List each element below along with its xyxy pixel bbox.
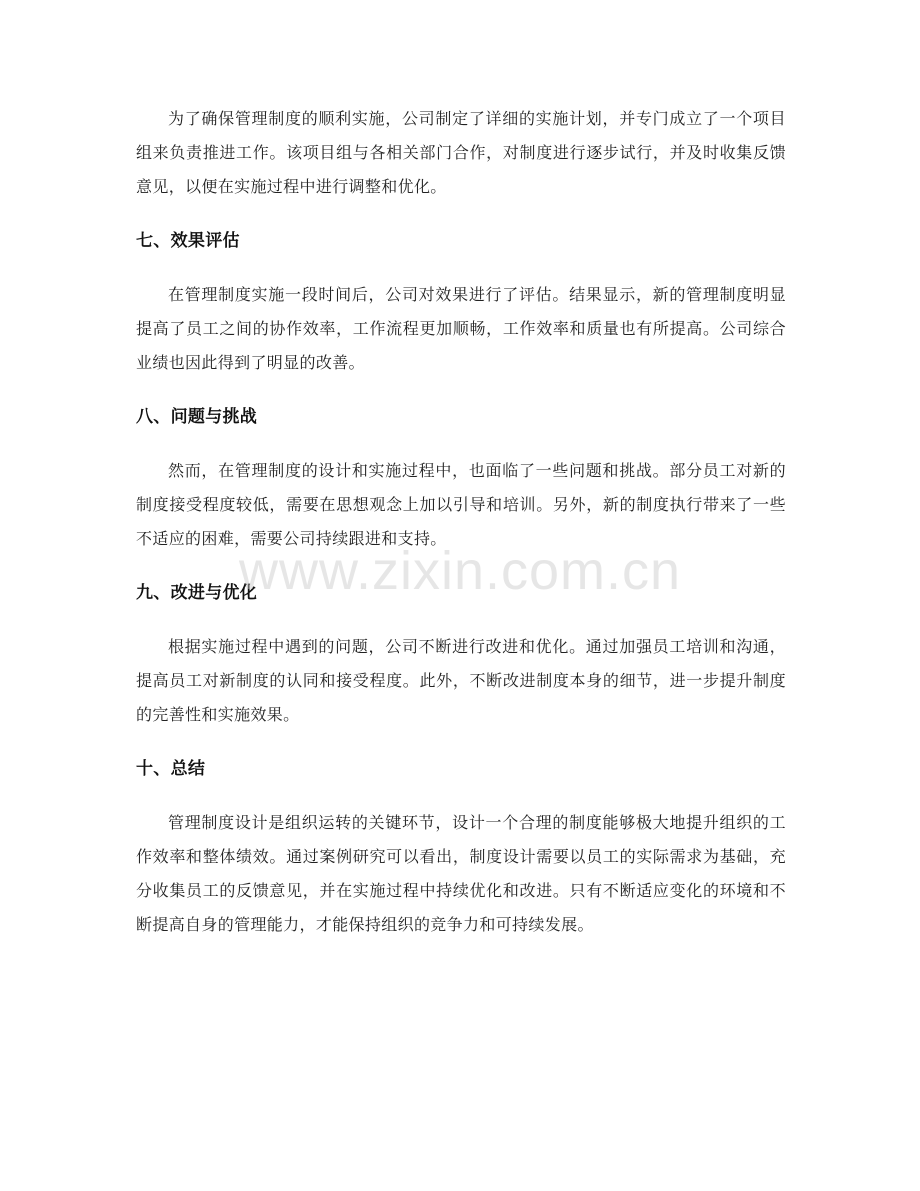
spacer bbox=[136, 432, 786, 454]
spacer bbox=[136, 608, 786, 630]
spacer bbox=[136, 556, 786, 578]
paragraph-implementation-plan: 为了确保管理制度的顺利实施，公司制定了详细的实施计划，并专门成立了一个项目组来负责推进工作。该项目组与各相关部门合作，对制度进行逐步试行，并及时收集反馈意见，以便在实施过程中进行调整和优化。 bbox=[136, 109, 786, 196]
paragraph-effect-evaluation: 在管理制度实施一段时间后，公司对效果进行了评估。结果显示，新的管理制度明显提高了员工之间的协作效率，工作流程更加顺畅，工作效率和质量也有所提高。公司综合业绩也因此得到了明显的改善。 bbox=[136, 285, 786, 372]
spacer bbox=[136, 784, 786, 806]
heading-summary: 十、总结 bbox=[136, 759, 206, 779]
spacer bbox=[136, 380, 786, 402]
heading-problems-challenges: 八、问题与挑战 bbox=[136, 407, 258, 427]
heading-effect-evaluation: 七、效果评估 bbox=[136, 231, 240, 251]
spacer bbox=[136, 256, 786, 278]
paragraph-improvement-optimization: 根据实施过程中遇到的问题，公司不断进行改进和优化。通过加强员工培训和沟通，提高员工对新制度的认同和接受程度。此外，不断改进制度本身的细节，进一步提升制度的完善性和实施效果。 bbox=[136, 637, 786, 724]
spacer bbox=[136, 204, 786, 226]
paragraph-summary: 管理制度设计是组织运转的关键环节，设计一个合理的制度能够极大地提升组织的工作效率和整体绩效。通过案例研究可以看出，制度设计需要以员工的实际需求为基础，充分收集员工的反馈意见，并在实施过程中持续优化和改进。只有不断适应变化的环境和不断提高自身的管理能力，才能保持组织的竞争力和可持续发展。 bbox=[136, 813, 786, 934]
watermark: www.zixin.com.cn bbox=[238, 541, 682, 601]
spacer bbox=[136, 732, 786, 754]
document-body bbox=[136, 102, 786, 942]
paragraph-problems-challenges: 然而，在管理制度的设计和实施过程中，也面临了一些问题和挑战。部分员工对新的制度接受程度较低，需要在思想观念上加以引导和培训。另外，新的制度执行带来了一些不适应的困难，需要公司持续跟进和支持。 bbox=[136, 461, 786, 548]
heading-improvement-optimization: 九、改进与优化 bbox=[136, 583, 258, 603]
